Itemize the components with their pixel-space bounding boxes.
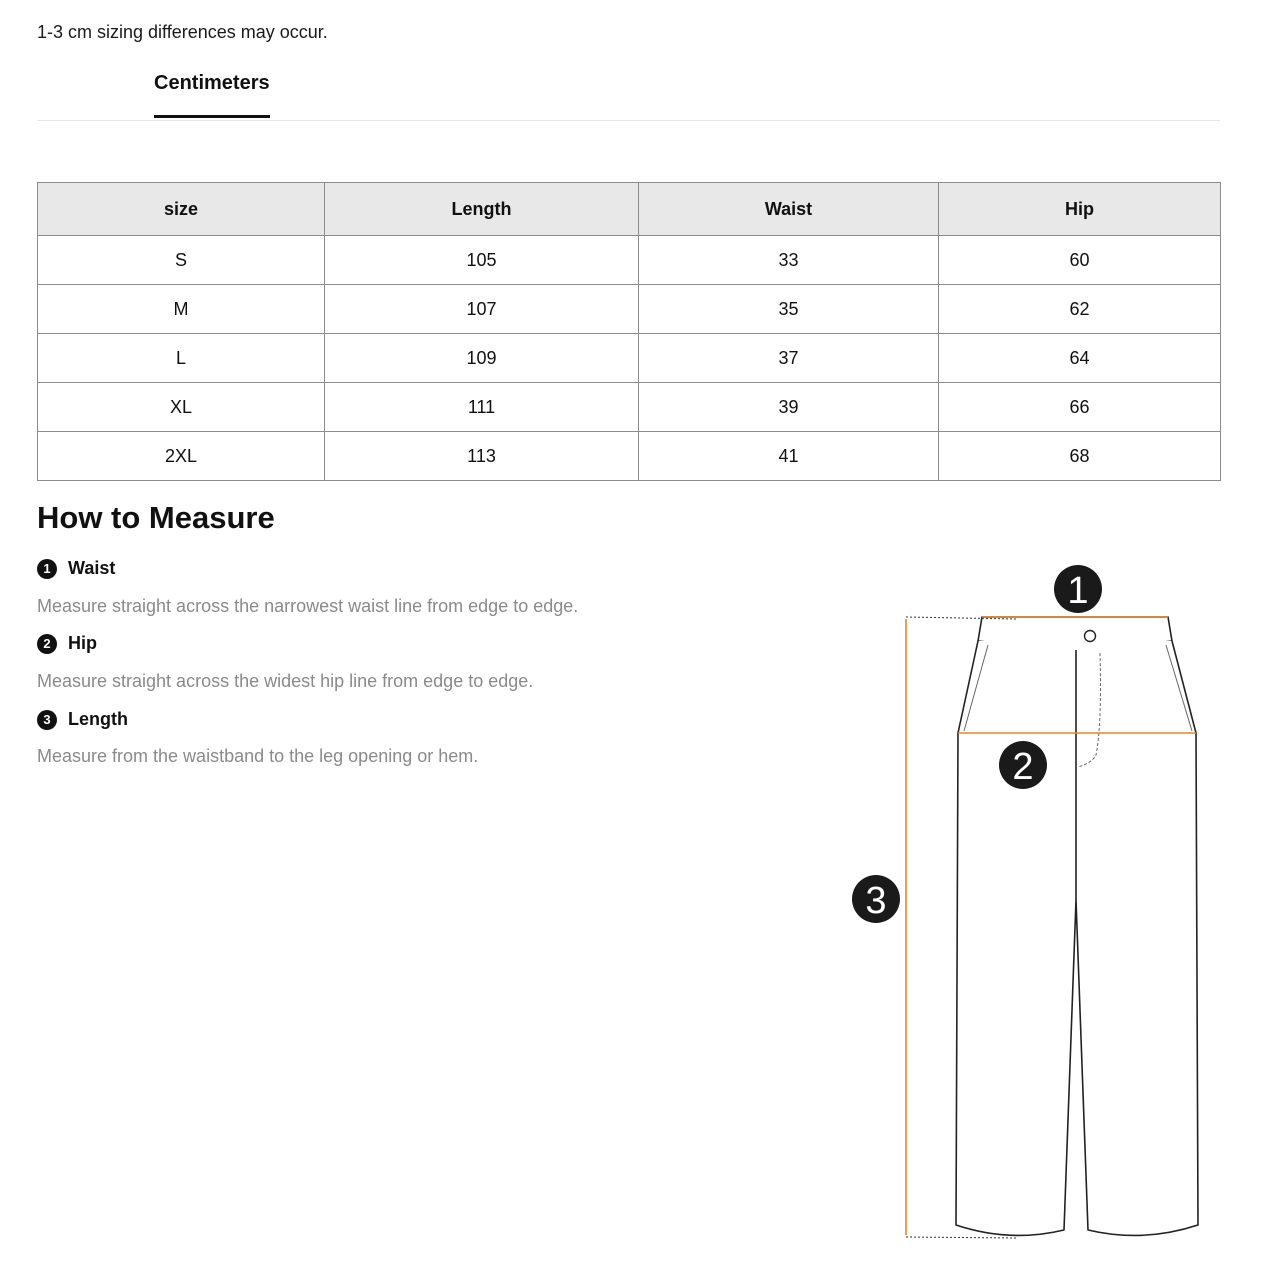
number-3-icon: 3	[37, 710, 57, 730]
header-size: size	[38, 183, 325, 236]
cell-size: M	[38, 285, 325, 334]
step-waist	[37, 558, 115, 579]
marker-label: 2	[1012, 746, 1034, 788]
cell-length: 109	[325, 334, 639, 383]
unit-tabs	[37, 60, 1220, 121]
step-description: Measure straight across the narrowest waist line from edge to edge.	[37, 596, 579, 616]
cell-size: XL	[38, 383, 325, 432]
how-to-measure-title: How to Measure	[37, 500, 275, 535]
cell-length: 105	[325, 236, 639, 285]
cell-hip: 60	[939, 236, 1221, 285]
cell-length: 111	[325, 383, 639, 432]
tab-centimeters[interactable]: Centimeters	[154, 72, 270, 118]
cell-waist: 35	[639, 285, 939, 334]
marker-label: 3	[865, 880, 887, 922]
cell-length: 107	[325, 285, 639, 334]
marker-2-icon	[999, 741, 1047, 789]
table-row	[38, 334, 1221, 383]
step-label: Length	[68, 709, 128, 729]
cell-size: S	[38, 236, 325, 285]
cell-hip: 66	[939, 383, 1221, 432]
table-row	[38, 432, 1221, 481]
step-description: Measure from the waistband to the leg opening or hem.	[37, 746, 479, 766]
number-2-icon: 2	[37, 634, 57, 654]
step-label: Hip	[68, 633, 97, 653]
header-waist: Waist	[639, 183, 939, 236]
cell-size: L	[38, 334, 325, 383]
cell-hip: 62	[939, 285, 1221, 334]
step-length	[37, 709, 128, 730]
header-hip: Hip	[939, 183, 1221, 236]
header-length: Length	[325, 183, 639, 236]
sizing-disclaimer: 1-3 cm sizing differences may occur.	[37, 22, 328, 42]
cell-waist: 37	[639, 334, 939, 383]
step-description: Measure straight across the widest hip line from edge to edge.	[37, 671, 534, 691]
cell-waist: 41	[639, 432, 939, 481]
pants-outline-icon	[956, 617, 1198, 1235]
table-header-row	[38, 183, 1221, 236]
step-label: Waist	[68, 558, 116, 578]
cell-hip: 64	[939, 334, 1221, 383]
cell-waist: 39	[639, 383, 939, 432]
table-row	[38, 285, 1221, 334]
cell-size: 2XL	[38, 432, 325, 481]
size-table	[37, 182, 1221, 481]
marker-1-icon	[1054, 565, 1102, 613]
pants-measurement-diagram	[840, 555, 1220, 1255]
number-1-icon: 1	[37, 559, 57, 579]
table-row	[38, 383, 1221, 432]
marker-3-icon	[852, 875, 900, 923]
marker-label: 1	[1067, 570, 1089, 612]
step-hip	[37, 633, 97, 654]
table-row	[38, 236, 1221, 285]
cell-hip: 68	[939, 432, 1221, 481]
cell-length: 113	[325, 432, 639, 481]
cell-waist: 33	[639, 236, 939, 285]
